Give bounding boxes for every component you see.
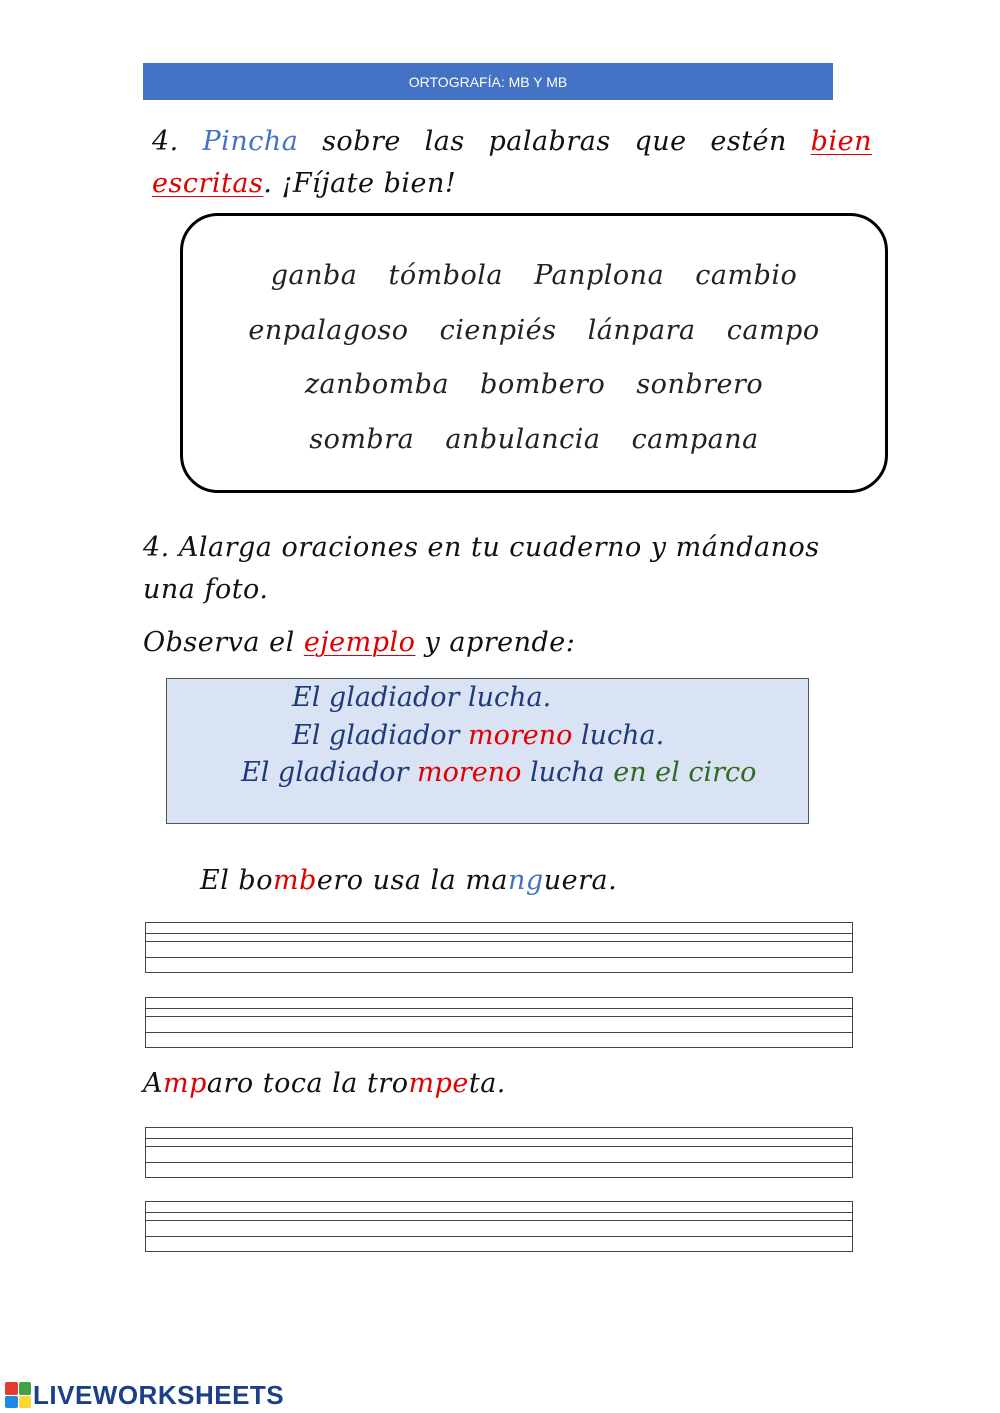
- word-option[interactable]: cambio: [695, 260, 798, 291]
- word-option[interactable]: bombero: [480, 369, 606, 400]
- word-row: [183, 424, 885, 455]
- word-option[interactable]: campana: [631, 424, 759, 455]
- sentence-part: ero usa la ma: [316, 865, 509, 896]
- example-line-1: El gladiador lucha.: [292, 682, 552, 713]
- pincha-word: Pincha: [202, 126, 299, 157]
- observe-line: [143, 622, 575, 664]
- example-verb: lucha.: [580, 720, 665, 751]
- instruction-middle: sobre las palabras que estén: [322, 126, 787, 157]
- example-line-2: [292, 720, 664, 751]
- writing-lines[interactable]: [145, 997, 853, 1048]
- sentence-part: ta.: [468, 1068, 506, 1099]
- sentence-part: uera.: [543, 865, 618, 896]
- highlight-mb: mb: [272, 865, 317, 896]
- header-title: ORTOGRAFÍA: MB Y MB: [408, 73, 568, 90]
- exercise1-number: 4.: [152, 126, 179, 157]
- sentence-part: A: [143, 1068, 163, 1099]
- word-option[interactable]: Panplona: [534, 260, 665, 291]
- escritas-word: escritas: [152, 168, 264, 199]
- word-option[interactable]: anbulancia: [445, 424, 601, 455]
- sentence-amparo: [143, 1068, 506, 1099]
- example-subject: El gladiador: [292, 720, 460, 751]
- word-option[interactable]: tómbola: [388, 260, 503, 291]
- example-adjective: moreno: [417, 757, 522, 788]
- ejemplo-word: ejemplo: [303, 627, 416, 658]
- example-complement: en el circo: [613, 757, 757, 788]
- sentence-bombero: [200, 865, 617, 896]
- highlight-ng: ng: [508, 865, 544, 896]
- bien-word: bien: [810, 126, 872, 157]
- observe-post: y aprende:: [424, 627, 576, 658]
- footer-brand: LIVEWORKSHEETS: [33, 1379, 285, 1410]
- instruction-rest: . ¡Fíjate bien!: [263, 168, 457, 199]
- example-line-3: [241, 757, 756, 788]
- highlight-mpe: mpe: [408, 1068, 469, 1099]
- word-row: [183, 369, 885, 400]
- sentence-part: aro toca la tro: [206, 1068, 409, 1099]
- word-row: [183, 260, 885, 291]
- writing-lines[interactable]: [145, 1127, 853, 1178]
- word-option[interactable]: enpalagoso: [248, 315, 409, 346]
- example-subject: El gladiador: [241, 757, 409, 788]
- writing-lines[interactable]: [145, 922, 853, 973]
- word-option[interactable]: ganba: [270, 260, 358, 291]
- word-row: [183, 315, 885, 346]
- exercise2-instruction: 4. Alarga oraciones en tu cuaderno y mándanos una foto.: [143, 532, 820, 605]
- writing-lines[interactable]: [145, 1201, 853, 1252]
- example-adjective: moreno: [468, 720, 573, 751]
- observe-pre: Observa el: [143, 627, 295, 658]
- highlight-mp: mp: [163, 1068, 207, 1099]
- word-option[interactable]: campo: [726, 315, 820, 346]
- sentence-part: El bo: [200, 865, 273, 896]
- word-option[interactable]: sonbrero: [636, 369, 764, 400]
- word-option[interactable]: lánpara: [587, 315, 696, 346]
- exercise1-instruction: [152, 121, 872, 205]
- word-option[interactable]: sombra: [309, 424, 415, 455]
- word-option[interactable]: zanbomba: [304, 369, 450, 400]
- liveworksheets-logo-icon: [5, 1382, 31, 1408]
- word-option[interactable]: cienpiés: [439, 315, 557, 346]
- example-box: [166, 678, 809, 824]
- header-bar: [143, 63, 833, 100]
- footer-logo: [5, 1380, 284, 1410]
- word-selection-box: [180, 213, 888, 493]
- example-verb: lucha: [529, 757, 605, 788]
